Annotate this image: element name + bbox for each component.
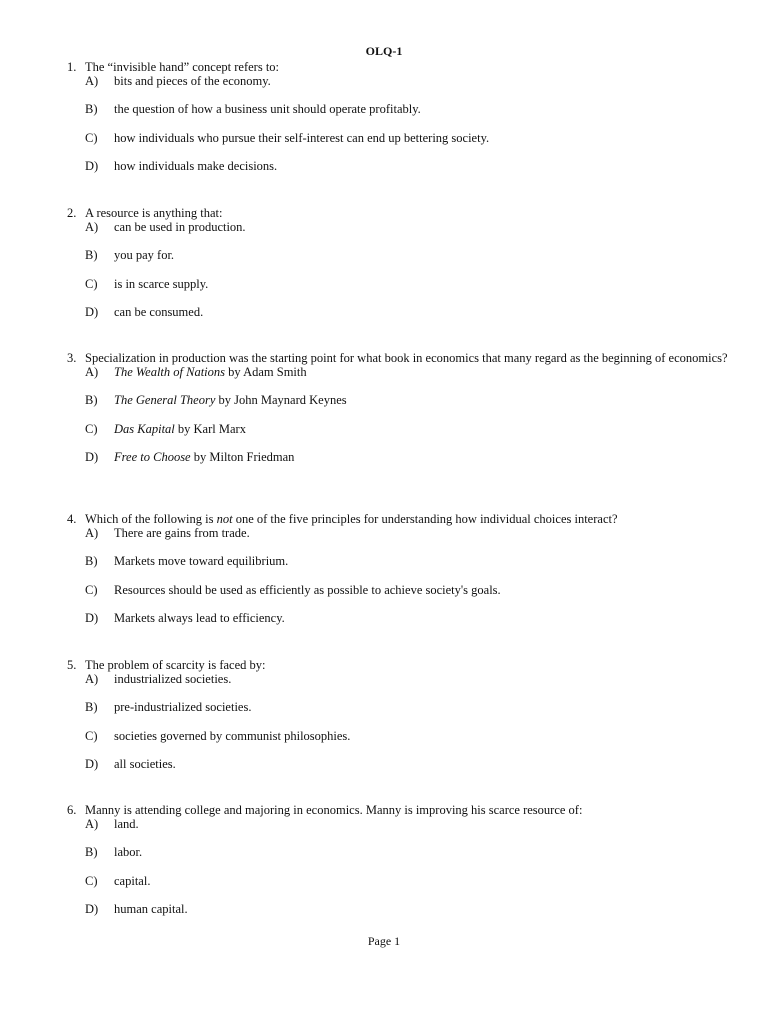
option-d — [67, 159, 737, 187]
option-list — [67, 672, 737, 785]
option-letter: D) — [85, 449, 99, 464]
option-text: bits and pieces of the economy. — [114, 74, 271, 88]
option-text: by John Maynard Keynes — [215, 393, 347, 408]
page-number: Page 1 — [367, 934, 401, 948]
option-letter: C) — [85, 421, 98, 436]
option-d — [67, 757, 737, 785]
question-text-part: one of the five principles for understanding how individual choices interact? — [232, 512, 618, 526]
option-text: can be consumed. — [114, 304, 204, 319]
option-b — [67, 700, 737, 728]
question-text: A resource is anything that: — [85, 206, 223, 220]
option-text: Markets move toward equilibrium. — [114, 554, 289, 569]
question-text — [85, 512, 618, 526]
book-title: The General Theory — [114, 393, 216, 408]
option-b — [67, 393, 737, 421]
option-letter: C) — [85, 130, 98, 145]
option-text: Markets always lead to efficiency. — [114, 610, 285, 625]
option-letter: B) — [85, 248, 98, 263]
option-letter: A) — [85, 74, 99, 88]
question-3 — [67, 351, 737, 478]
option-b — [67, 248, 737, 276]
option-letter: A) — [85, 220, 99, 234]
option-b — [67, 554, 737, 582]
option-text: how individuals make decisions. — [114, 158, 278, 173]
option-text: the question of how a business unit should operate profitably. — [114, 102, 421, 117]
option-list — [67, 220, 737, 333]
option-text: you pay for. — [114, 248, 175, 263]
option-letter: A) — [85, 365, 99, 379]
option-list — [67, 74, 737, 187]
option-list — [67, 817, 737, 930]
option-text: is in scarce supply. — [114, 276, 209, 291]
question-emphasis: not — [216, 512, 233, 526]
option-text: pre-industrialized societies. — [114, 700, 252, 715]
option-c — [67, 729, 737, 757]
option-list — [67, 365, 737, 478]
option-letter: A) — [85, 672, 99, 686]
page-title: OLQ-1 — [365, 44, 403, 58]
option-a — [67, 817, 737, 845]
option-text: human capital. — [114, 901, 188, 916]
option-text: industrialized societies. — [114, 672, 232, 686]
option-text: Resources should be used as efficiently as possible to achieve society's goals. — [114, 582, 501, 597]
question-stem — [67, 658, 737, 672]
option-b — [67, 102, 737, 130]
book-title: Free to Choose — [114, 449, 191, 464]
option-letter: B) — [85, 700, 98, 715]
option-letter: C) — [85, 582, 98, 597]
question-text: Manny is attending college and majoring in economics. Manny is improving his scarce resource of: — [85, 803, 583, 817]
option-letter: D) — [85, 901, 99, 916]
option-text: how individuals who pursue their self-interest can end up bettering society. — [114, 130, 490, 145]
question-number: 2. — [67, 206, 77, 220]
question-number: 3. — [67, 351, 77, 365]
question-stem — [67, 206, 737, 220]
question-1 — [67, 60, 737, 187]
option-a — [67, 220, 737, 248]
question-stem — [67, 351, 737, 365]
option-letter: D) — [85, 158, 99, 173]
option-text: all societies. — [114, 756, 176, 771]
option-letter: A) — [85, 526, 99, 540]
question-stem — [67, 60, 737, 74]
question-4 — [67, 512, 737, 639]
question-text: The problem of scarcity is faced by: — [85, 658, 266, 672]
option-a — [67, 74, 737, 102]
option-letter: C) — [85, 873, 98, 888]
option-text: by Adam Smith — [225, 365, 307, 379]
option-text: can be used in production. — [114, 220, 246, 234]
option-text: labor. — [114, 845, 143, 860]
option-a — [67, 672, 737, 700]
option-b — [67, 845, 737, 873]
option-letter: B) — [85, 554, 98, 569]
option-text: societies governed by communist philosophies. — [114, 728, 351, 743]
option-a — [67, 526, 737, 554]
option-letter: B) — [85, 393, 98, 408]
option-c — [67, 131, 737, 159]
question-text: Specialization in production was the starting point for what book in economics that many regard as the beginning of economics? — [85, 351, 728, 365]
question-number: 4. — [67, 512, 77, 526]
option-c — [67, 583, 737, 611]
option-letter: B) — [85, 102, 98, 117]
option-text: There are gains from trade. — [114, 526, 250, 540]
option-letter: B) — [85, 845, 98, 860]
book-title: The Wealth of Nations — [114, 365, 226, 379]
option-c — [67, 422, 737, 450]
book-title: Das Kapital — [114, 421, 175, 436]
question-stem — [67, 803, 737, 817]
question-text: The “invisible hand” concept refers to: — [85, 60, 280, 74]
option-text: by Milton Friedman — [190, 449, 295, 464]
option-letter: D) — [85, 304, 99, 319]
question-2 — [67, 206, 737, 333]
option-a — [67, 365, 737, 393]
option-d — [67, 450, 737, 478]
option-list — [67, 526, 737, 639]
option-letter: C) — [85, 728, 98, 743]
question-5 — [67, 658, 737, 785]
option-text: capital. — [114, 873, 151, 888]
option-c — [67, 874, 737, 902]
option-text: by Karl Marx — [174, 421, 246, 436]
option-c — [67, 277, 737, 305]
question-6 — [67, 803, 737, 930]
option-d — [67, 902, 737, 930]
question-stem — [67, 512, 737, 526]
option-letter: D) — [85, 756, 99, 771]
option-text: land. — [114, 817, 139, 831]
option-d — [67, 305, 737, 333]
question-text-part: Which of the following is — [85, 512, 217, 526]
option-letter: A) — [85, 817, 99, 831]
option-letter: C) — [85, 276, 98, 291]
question-number: 1. — [67, 60, 77, 74]
option-letter: D) — [85, 610, 99, 625]
question-number: 6. — [67, 803, 77, 817]
question-number: 5. — [67, 658, 77, 672]
option-d — [67, 611, 737, 639]
